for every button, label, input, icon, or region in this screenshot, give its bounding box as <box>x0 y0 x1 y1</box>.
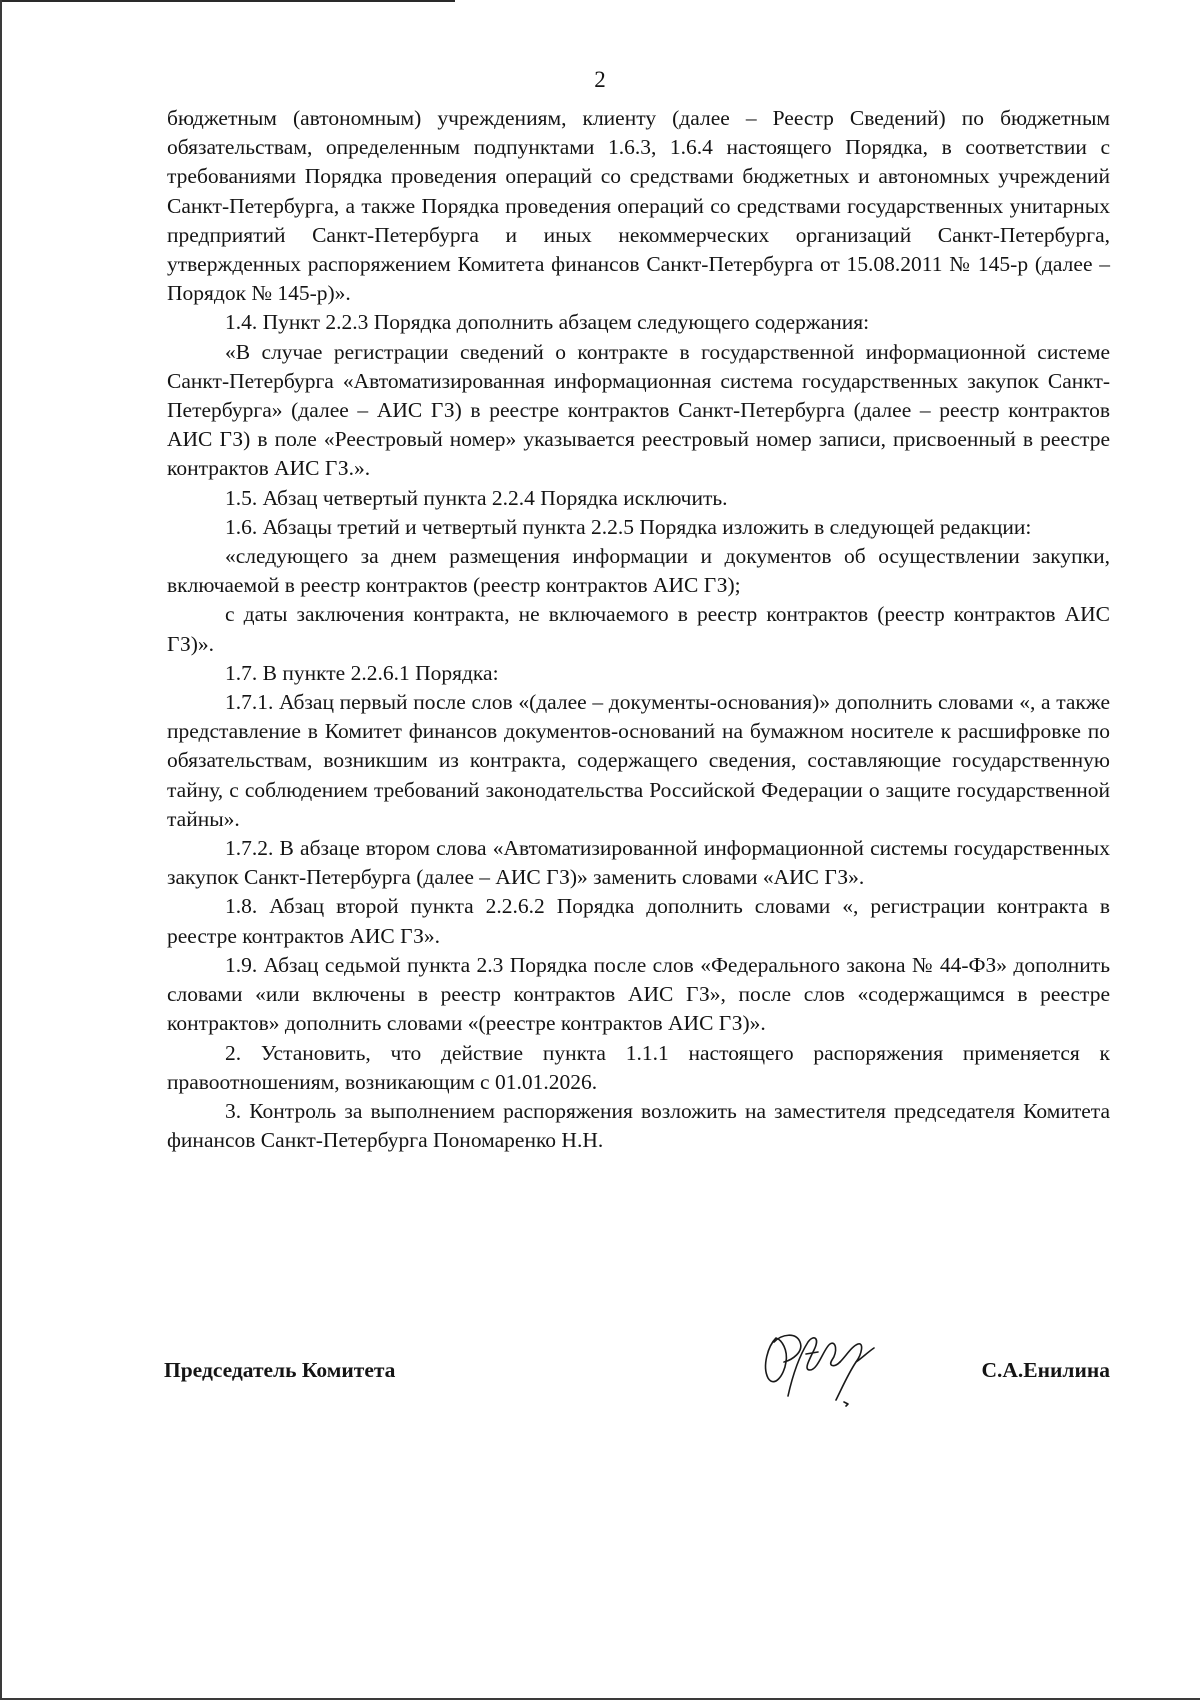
paragraph: 2. Установить, что действие пункта 1.1.1 настоящего распоряжения применяется к правоотношениям, возникающим с 01.01.2026. <box>167 1040 1110 1094</box>
scan-edge-top <box>0 0 455 2</box>
paragraph: «следующего за днем размещения информации и документов об осуществлении закупки, включаемой в реестр контрактов (реестр контрактов АИС ГЗ); <box>167 544 1110 598</box>
paragraph: 1.8. Абзац второй пункта 2.2.6.2 Порядка дополнить словами «, регистрации контракта в реестре контрактов АИС ГЗ». <box>167 894 1110 948</box>
paragraph: 1.7.1. Абзац первый после слов «(далее – документы-основания)» дополнить словами «, а также представление в Комитет финансов документов-оснований на бумажном носителе к расшифровке по обязательствам, возникшим из контракта, содержащего сведения, составляющие государственную тайну, с соблюдением требований законодательства Российской Федерации о защите государственной тайны». <box>167 690 1110 831</box>
signatory-position: Председатель Комитета <box>164 1358 396 1382</box>
paragraph: бюджетным (автономным) учреждениям, клиенту (далее – Реестр Сведений) по бюджетным обязательствам, определенным подпунктами 1.6.3, 1.6.4 настоящего Порядка, в соответствии с требованиями Порядка проведения операций со средствами бюджетных и автономных учреждений Санкт-Петербурга, а также Порядка проведения операций со средствами государственных унитарных предприятий Санкт-Петербурга и иных некоммерческих организаций Санкт-Петербурга, утвержденных распоряжением Комитета финансов Санкт-Петербурга от 15.08.2011 № 145-р (далее – Порядок № 145-р)». <box>167 106 1110 306</box>
document-body <box>167 104 1110 1155</box>
paragraph: 1.4. Пункт 2.2.3 Порядка дополнить абзацем следующего содержания: <box>225 310 870 335</box>
paragraph: 1.9. Абзац седьмой пункта 2.3 Порядка после слов «Федерального закона № 44-ФЗ» дополнить словами «или включены в реестр контрактов АИС ГЗ», после слов «содержащимся в реестре контрактов» дополнить словами «(реестре контрактов АИС ГЗ)». <box>167 952 1110 1036</box>
paragraph: 3. Контроль за выполнением распоряжения возложить на заместителя председателя Комитета финансов Санкт-Петербурга Пономаренко Н.Н. <box>167 1098 1110 1153</box>
paragraph: «В случае регистрации сведений о контракте в государственной информационной системе Санкт-Петербурга «Автоматизированная информационная система государственных закупок Санкт-Петербурга» (далее – АИС ГЗ) в реестре контрактов Санкт-Петербурга (далее – реестр контрактов АИС ГЗ) в поле «Реестровый номер» указывается реестровый номер записи, присвоенный в реестре контрактов АИС ГЗ.». <box>167 339 1110 481</box>
paragraph: с даты заключения контракта, не включаемого в реестр контрактов (реестр контрактов АИС ГЗ)». <box>167 602 1110 656</box>
paragraph: 1.7. В пункте 2.2.6.1 Порядка: <box>225 660 499 685</box>
scan-edge-left <box>0 0 2 1700</box>
handwritten-signature <box>748 1318 898 1418</box>
signatory-name: С.А.Енилина <box>981 1358 1110 1382</box>
signature-block <box>164 1355 1110 1415</box>
paragraph: 1.6. Абзацы третий и четвертый пункта 2.2.5 Порядка изложить в следующей редакции: <box>225 514 1032 539</box>
page-number: 2 <box>594 67 606 92</box>
paragraph: 1.5. Абзац четвертый пункта 2.2.4 Порядка исключить. <box>225 485 728 510</box>
paragraph: 1.7.2. В абзаце втором слова «Автоматизированной информационной системы государственных закупок Санкт-Петербурга (далее – АИС ГЗ)» заменить словами «АИС ГЗ». <box>167 836 1110 890</box>
